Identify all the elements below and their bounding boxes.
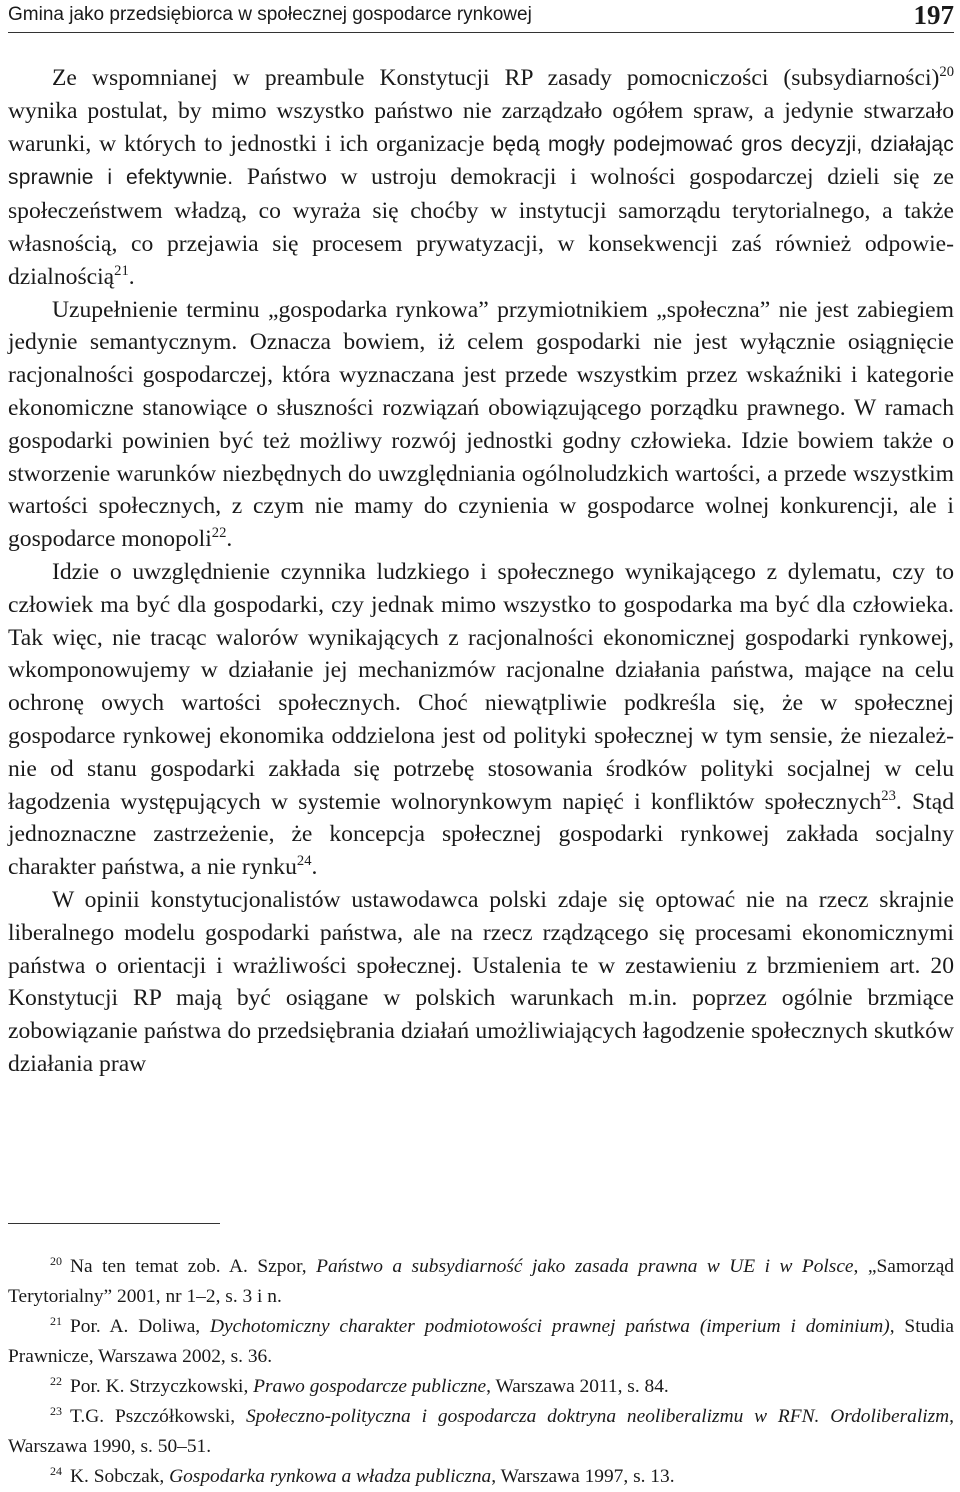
cited-title: Prawo gospodarcze publiczne xyxy=(253,1376,487,1397)
footnote-number: 20 xyxy=(50,1253,63,1268)
footnote-23: $^{23}$ T.G. Pszczółkowski, Społeczno-polityczna i gospodarcza doktryna neoliberalizmu w RFN. Ordoliberalizm, Warszawa 1990, s. 50–51. xyxy=(8,1403,954,1457)
footnote-22: $^{22}$ Por. K. Strzyczkowski, Prawo gospodarcze publiczne, Warszawa 2011, s. 84. xyxy=(50,1373,669,1397)
paragraph-1: Ze wspomnianej w preambule Konstytucji RP zasady pomocniczości (subsydiarności)$^{20}$ wynika postulat, by mimo wszystko państwo nie zarządzało ogółem spraw, a jedynie stwarzało warunki, w których to jednostki i ich organizacje będą mogły podejmować gros decyzji, działając sprawnie i efektywnie. Państwo w ustroju demokracji i wolności gospodarczej dzieli się ze społeczeństwem władzą, co wyraża się choćby w instytucji samorządu terytorialnego, a także własnością, co przejawia się procesem prywatyzacji, w konsekwencji zaś również odpowiedzialnością$^{21}$. xyxy=(8,64,955,290)
footnote-24: $^{24}$ K. Sobczak, Gospodarka rynkowa a władza publiczna, Warszawa 1997, s. 13. xyxy=(50,1463,675,1487)
cited-title: Dychotomiczny charakter podmiotowości prawnej państwa (imperium i dominium) xyxy=(210,1316,890,1337)
footnote-ref-23[interactable]: 23 xyxy=(881,787,896,804)
paragraph-3: Idzie o uwzględnienie czynnika ludzkiego i społecznego wynikającego z dylematu, czy to człowiek ma być dla gospodarki, czy jednak mimo wszystko to gospodarka ma być dla człowieka. Tak więc, nie tracąc walorów wynikających z racjonalności ekonomicznej gospodarki rynkowej, wkomponowujemy w działanie jej mechanizmów racjonalne działania państwa, mające na celu ochronę owych wartości społecznych. Choć niewątpliwie podkreśla się, że w społecznej gospodarce rynkowej ekonomika oddzielona jest od polityki społecznej w tym sensie, że niezależnie od stanu gospodarki zakłada się potrzebę stosowania środków polityki socjalnej w celu łagodzenia występujących w systemie wolnorynkowym napięć i konfliktów społecznych$^{23}$. Stąd jednoznaczne zastrzeżenie, że koncepcja społecznej gospodarki rynkowej zakłada socjalny charakter państwa, a nie rynku$^{24}$. xyxy=(8,558,954,881)
paragraph-2: Uzupełnienie terminu „gospodarka rynkowa” przymiotnikiem „społeczna” nie jest zabiegiem jedynie semantycznym. Oznacza bowiem, iż celem gospodarki nie jest wyłącznie osiągnięcie racjonalności gospodarczej, która wyznaczana jest przede wszystkim przez wskaźniki i kategorie ekonomiczne stanowiące o słuszności rozwiązań obowiązującego porządku prawnego. W ramach gospodarki powinien być też możliwy rozwój jednostki godny człowieka. Idzie bowiem także o stworzenie warunków niezbędnych do uwzględniania ogólnoludzkich wartości, a przede wszystkim wartości społecznych, z czym nie mamy do czynienia w gospodarce wolnej konkurencji, ale i gospodarce monopoli$^{22}$. xyxy=(8,296,954,553)
footnote-ref-20[interactable]: 20 xyxy=(939,64,954,81)
footnote-separator xyxy=(8,1223,220,1224)
footnote-number: 23 xyxy=(50,1403,63,1418)
page-number: 197 xyxy=(913,0,954,30)
body-text xyxy=(8,62,954,1081)
cited-title: Państwo a subsydiarność jako zasada prawna w UE i w Polsce xyxy=(316,1256,854,1277)
footnote-number: 21 xyxy=(50,1313,63,1328)
footnote-number: 22 xyxy=(50,1373,63,1388)
cited-title: Gospodarka rynkowa a władza publiczna xyxy=(169,1466,492,1487)
footnote-ref-22[interactable]: 22 xyxy=(211,525,227,542)
running-header-title: Gmina jako przedsiębiorca w społecznej gospodarce rynkowej xyxy=(8,4,532,25)
paragraph-4: W opinii konstytucjonalistów ustawodawca polski zdaje się optować nie na rzecz skrajnie liberalnego modelu gospodarki państwa, ale na rzecz rządzącego się procesami ekonomicznymi państwa o orientacji i wrażliwości społecznej. Ustalenia te w zestawieniu z brzmieniem art. 20 Konstytucji RP mają być osiągane w polskich warunkach m.in. poprzez ogólnie brzmiące zobowiązanie państwa do przedsiębrania działań umożliwiających łagodzenie społecznych skutków działania praw xyxy=(8,886,954,1077)
footnote-21: $^{21}$ Por. A. Doliwa, Dychotomiczny charakter podmiotowości prawnej państwa (imperium i dominium), Studia Prawnicze, Warszawa 2002, s. 36. xyxy=(8,1313,954,1367)
footnote-ref-21[interactable]: 21 xyxy=(114,262,129,279)
footnotes xyxy=(8,1252,954,1492)
footnote-20: $^{20}$ Na ten temat zob. A. Szpor, Państwo a subsydiarność jako zasada prawna w UE i w Polsce, „Samorząd Terytorialny” 2001, nr 1–2, s. 3 i n. xyxy=(8,1253,955,1307)
cited-title: Społeczno-polityczna i gospodarcza doktryna neoliberalizmu w RFN. Ordoliberalizm xyxy=(245,1406,950,1427)
sans-serif-fragment: będą mogły podejmować gros decyzji, działając sprawnie i efektywnie. xyxy=(8,132,954,190)
footnote-number: 24 xyxy=(50,1463,63,1478)
running-header xyxy=(8,2,954,33)
footnote-ref-24[interactable]: 24 xyxy=(296,853,312,870)
